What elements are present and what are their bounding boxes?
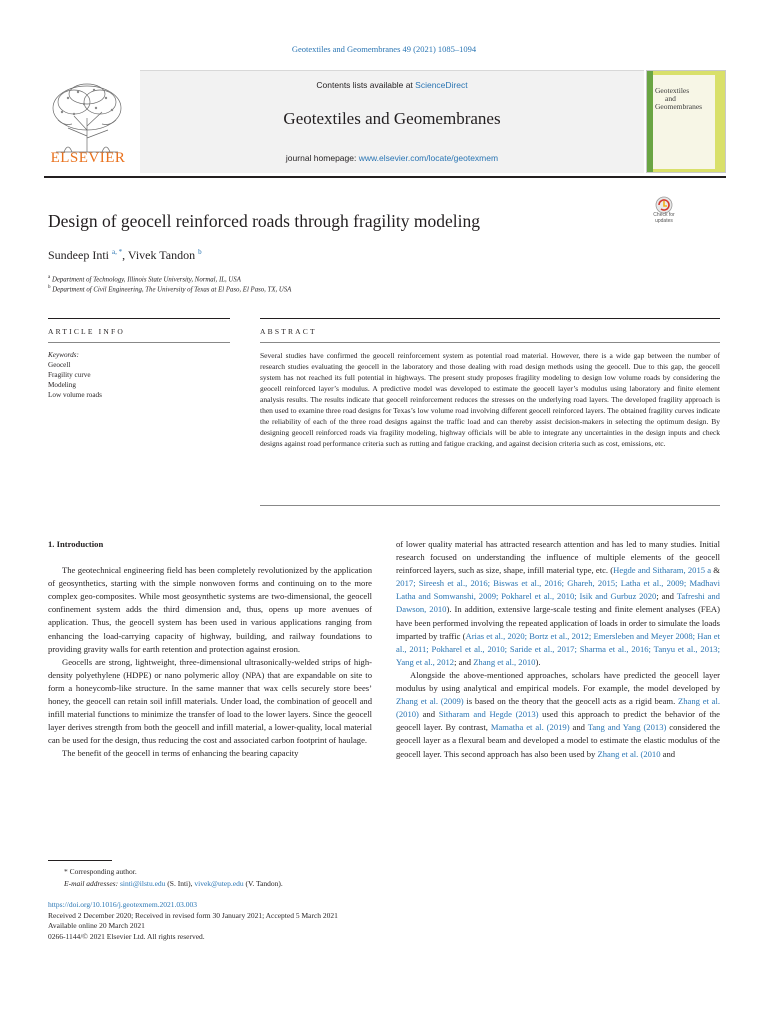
body-text: Alongside the above-mentioned approaches, scholars have predicted the geocell layer modulus by using analytical and empirical models. For example, the model developed by [396, 669, 720, 694]
citation-link[interactable]: 2017; Sireesh et al., 2016; Biswas et al., 2016; Ghareh, 2015; Latha et al., 2009; Madhavi Latha and Somwanshi, 2009; Pokharel et al., 2010; Isik and Gurbuz 2020 [396, 578, 720, 602]
doi-link[interactable]: https://doi.org/10.1016/j.geotexmem.2021.03.003 [48, 900, 198, 909]
email-label: E-mail addresses: [64, 878, 120, 888]
author-separator: , [122, 248, 128, 262]
keywords-heading: Keywords: [48, 351, 79, 359]
check-for-updates-badge[interactable] [646, 196, 682, 230]
body-text: used this approach to predict the behavior of the geocell layer. By contrast, [396, 709, 720, 733]
author-marks[interactable]: a, * [112, 248, 123, 256]
email-link[interactable]: vivek@utep.edu [194, 878, 244, 888]
body-column-left [48, 538, 372, 761]
body-column-right [396, 538, 720, 761]
available-online: Available online 20 March 2021 [48, 921, 145, 930]
body-text: ; and [454, 656, 474, 667]
body-text: and [418, 709, 439, 720]
footnote-asterisk: * [64, 867, 70, 876]
abstract-rule-end [260, 505, 720, 506]
check-updates-line: Check for [653, 212, 675, 218]
affiliation-text: Department of Technology, Illinois State University, Normal, IL, USA [51, 276, 241, 284]
footnotes [48, 866, 283, 889]
citation-link[interactable]: Zhang et al. (2010 [597, 748, 661, 759]
body-text: ). [535, 656, 541, 667]
abstract-label: ABSTRACT [260, 327, 317, 336]
received-dates: Received 2 December 2020; Received in revised form 30 January 2021; Accepted 5 March 2021 [48, 910, 338, 920]
journal-banner [140, 70, 644, 173]
contents-prefix: Contents lists available at [316, 80, 416, 90]
homepage-prefix: journal homepage: [285, 153, 359, 163]
email-addresses [48, 878, 283, 890]
cover-title [655, 87, 702, 111]
homepage-line [140, 153, 644, 163]
body-text: ). In addition, extensive large-scale testing and finite element analyses (FEA) have been performed involving the repeated application of loads in order to simulate the loads imparted by traffic ( [396, 604, 720, 641]
keyword: Modeling [48, 381, 76, 389]
abstract-rule-top [260, 318, 720, 319]
footnote-rule [48, 860, 112, 861]
author-marks[interactable]: b [198, 248, 202, 256]
keyword: Fragility curve [48, 371, 91, 379]
body-text: is based on the theory that the geocell acts as a rigid beam. [463, 696, 678, 707]
check-updates-line: updates [655, 217, 673, 224]
corresponding-author-text: Corresponding author. [69, 867, 137, 876]
keywords-block [48, 350, 228, 400]
affiliation [48, 275, 241, 283]
article-info-label: ARTICLE INFO [48, 327, 125, 336]
citation-link[interactable]: Mamatha et al. (2019) [490, 722, 570, 733]
citation-link[interactable]: Zhang et al., 2010 [473, 656, 536, 667]
abstract-rule-bottom [260, 342, 720, 343]
abstract-text: Several studies have confirmed the geocell reinforcement system as potential road material. However, there is a wide gap between the number of research studies evaluating the geocell in the laboratory and those dealing with road design methods using the geocell. Due to this gap, the geocell system has not reached its full potential in highways. The present study proposes fragility modeling to design low volume roads by considering the geocell reinforced layer’s modulus. A predictive model was developed to estimate the geocell layer’s modulus using laboratory and finite element analysis results. The results indicate that geocell reinforcement reduces the stresses on the underlying road layers. The developed fragility approach is then used to examine three road designs for Texas’s low volume road involving different geocell reinforced layers. The obtained fragility curves indicate the reliability of each of the three road designs against the traffic load and can thereby assist decision-makers in selecting the optimum design. By designing geocell reinforced roads via fragility modeling, highway officials will be able to integrate any uncertainties in the design inputs and check designs against road performance criteria such as rutting and fatigue cracking, and against decision criteria such as cost, emissions, etc. [260, 351, 720, 448]
keyword: Geocell [48, 361, 71, 369]
journal-homepage-link[interactable]: www.elsevier.com/locate/geotexmem [358, 153, 499, 163]
citation-link[interactable]: Tang and Yang (2013) [587, 722, 667, 733]
body-paragraph: The benefit of the geocell in terms of enhancing the bearing capacity [62, 748, 299, 759]
masthead [44, 70, 726, 173]
body-text: ; and [656, 591, 677, 602]
corresponding-author-note [48, 866, 283, 878]
author-list [48, 248, 202, 263]
publication-info [48, 900, 338, 942]
cover-title-line: and [665, 94, 676, 103]
body-text: of lower quality material has attracted research attention and has led to many studies. Initial research focused on understanding the influence of multiple elements of the geocell reinforced layers, such as size, shape, infill material type, etc. ( [396, 539, 720, 576]
body-paragraph [396, 669, 720, 761]
body-text: considered the geocell layer as a flexural beam and developed a model to estimate the elastic modulus of the geocell layer. This second approach has also been used by [396, 722, 720, 759]
affiliation-text: Department of Civil Engineering, The University of Texas at El Paso, El Paso, TX, USA [52, 286, 292, 294]
citation-link[interactable]: Zhang et al. (2010) [396, 696, 720, 720]
journal-title: Geotextiles and Geomembranes [283, 109, 501, 128]
contents-line [140, 80, 644, 90]
article-title: Design of geocell reinforced roads through fragility modeling [48, 211, 481, 231]
copyright: 0266-1144/© 2021 Elsevier Ltd. All rights reserved. [48, 931, 205, 941]
running-head[interactable]: Geotextiles and Geomembranes 49 (2021) 1085–1094 [291, 44, 477, 54]
journal-cover-thumbnail[interactable] [646, 70, 726, 173]
citation-link[interactable]: Zhang et al. (2009) [396, 696, 464, 707]
body-paragraph [396, 538, 720, 669]
body-paragraph: Geocells are strong, lightweight, three-dimensional ultrasonically-welded strips of high-density polyethylene (HDPE) or nano polymeric alloy (NPA) that are expandable on site to form a honeycomb-like structure. In the same manner that wax cells securely store bees’ honey, the geocell can retain soil infill materials. Under load, the combination of geocell and infill material functions to minimize the transfer of load to the lower layers. Since the geocell layer derives strength from both the geocell and infill material, a lower-quality, local material can be used for the design, thus reducing the cost and associated carbon footprint of haulage. [48, 656, 372, 746]
citation-link[interactable]: Tafreshi and Dawson, 2010 [396, 591, 720, 615]
keyword: Low volume roads [48, 391, 102, 399]
email-owner: (V. Tandon). [243, 878, 283, 888]
citation-link[interactable]: Arias et al., 2020; Bortz et al., 2012; Emersleben and Meyer 2008; Han et al., 2011; Pokharel et al., 2010; Saride et al., 2017; Sharma et al., 2016; Tanyu et al., 2013; Yang et al., 2012 [396, 630, 721, 667]
email-owner: (S. Inti), [165, 878, 195, 888]
citation-link[interactable]: Sitharam and Hegde (2013) [438, 709, 539, 720]
author-name[interactable]: Sundeep Inti [48, 248, 109, 262]
citation-link[interactable]: Hegde and Sitharam, 2015 a [613, 565, 712, 576]
body-text: and [569, 722, 588, 733]
cover-title-line: Geotextiles [655, 86, 690, 95]
affiliation-mark: b [48, 285, 51, 290]
body-text: and [660, 748, 676, 759]
affiliation [48, 285, 291, 293]
cover-title-line: Geomembranes [655, 102, 703, 111]
section-heading-introduction: 1. Introduction [48, 539, 104, 549]
body-paragraph: The geotechnical engineering field has been completely revolutionized by the application of geosynthetics, starting with the simple nonwoven forms and continuing on to the more complex geo-composites. While most geosynthetic systems are two-dimensional, the geocell confinement system adds the third dimension and, thus, opens up more avenues of application. Thus, the geocell system has been used in various applications ranging from enhancing the load-carrying capacity of highway, building, and railway foundations to providing gravity walls for earth retention and protection against erosion. [48, 565, 372, 654]
body-text: & [711, 565, 720, 576]
publisher-name: ELSEVIER [50, 150, 126, 166]
article-info-rule-bottom [48, 342, 230, 343]
masthead-rule [44, 176, 726, 178]
sciencedirect-link[interactable]: ScienceDirect [415, 80, 468, 90]
article-info-rule-top [48, 318, 230, 319]
author-name[interactable]: Vivek Tandon [127, 248, 196, 262]
affiliation-mark: a [48, 275, 51, 280]
email-link[interactable]: sinti@ilstu.edu [119, 878, 166, 888]
check-updates-label [646, 213, 682, 224]
